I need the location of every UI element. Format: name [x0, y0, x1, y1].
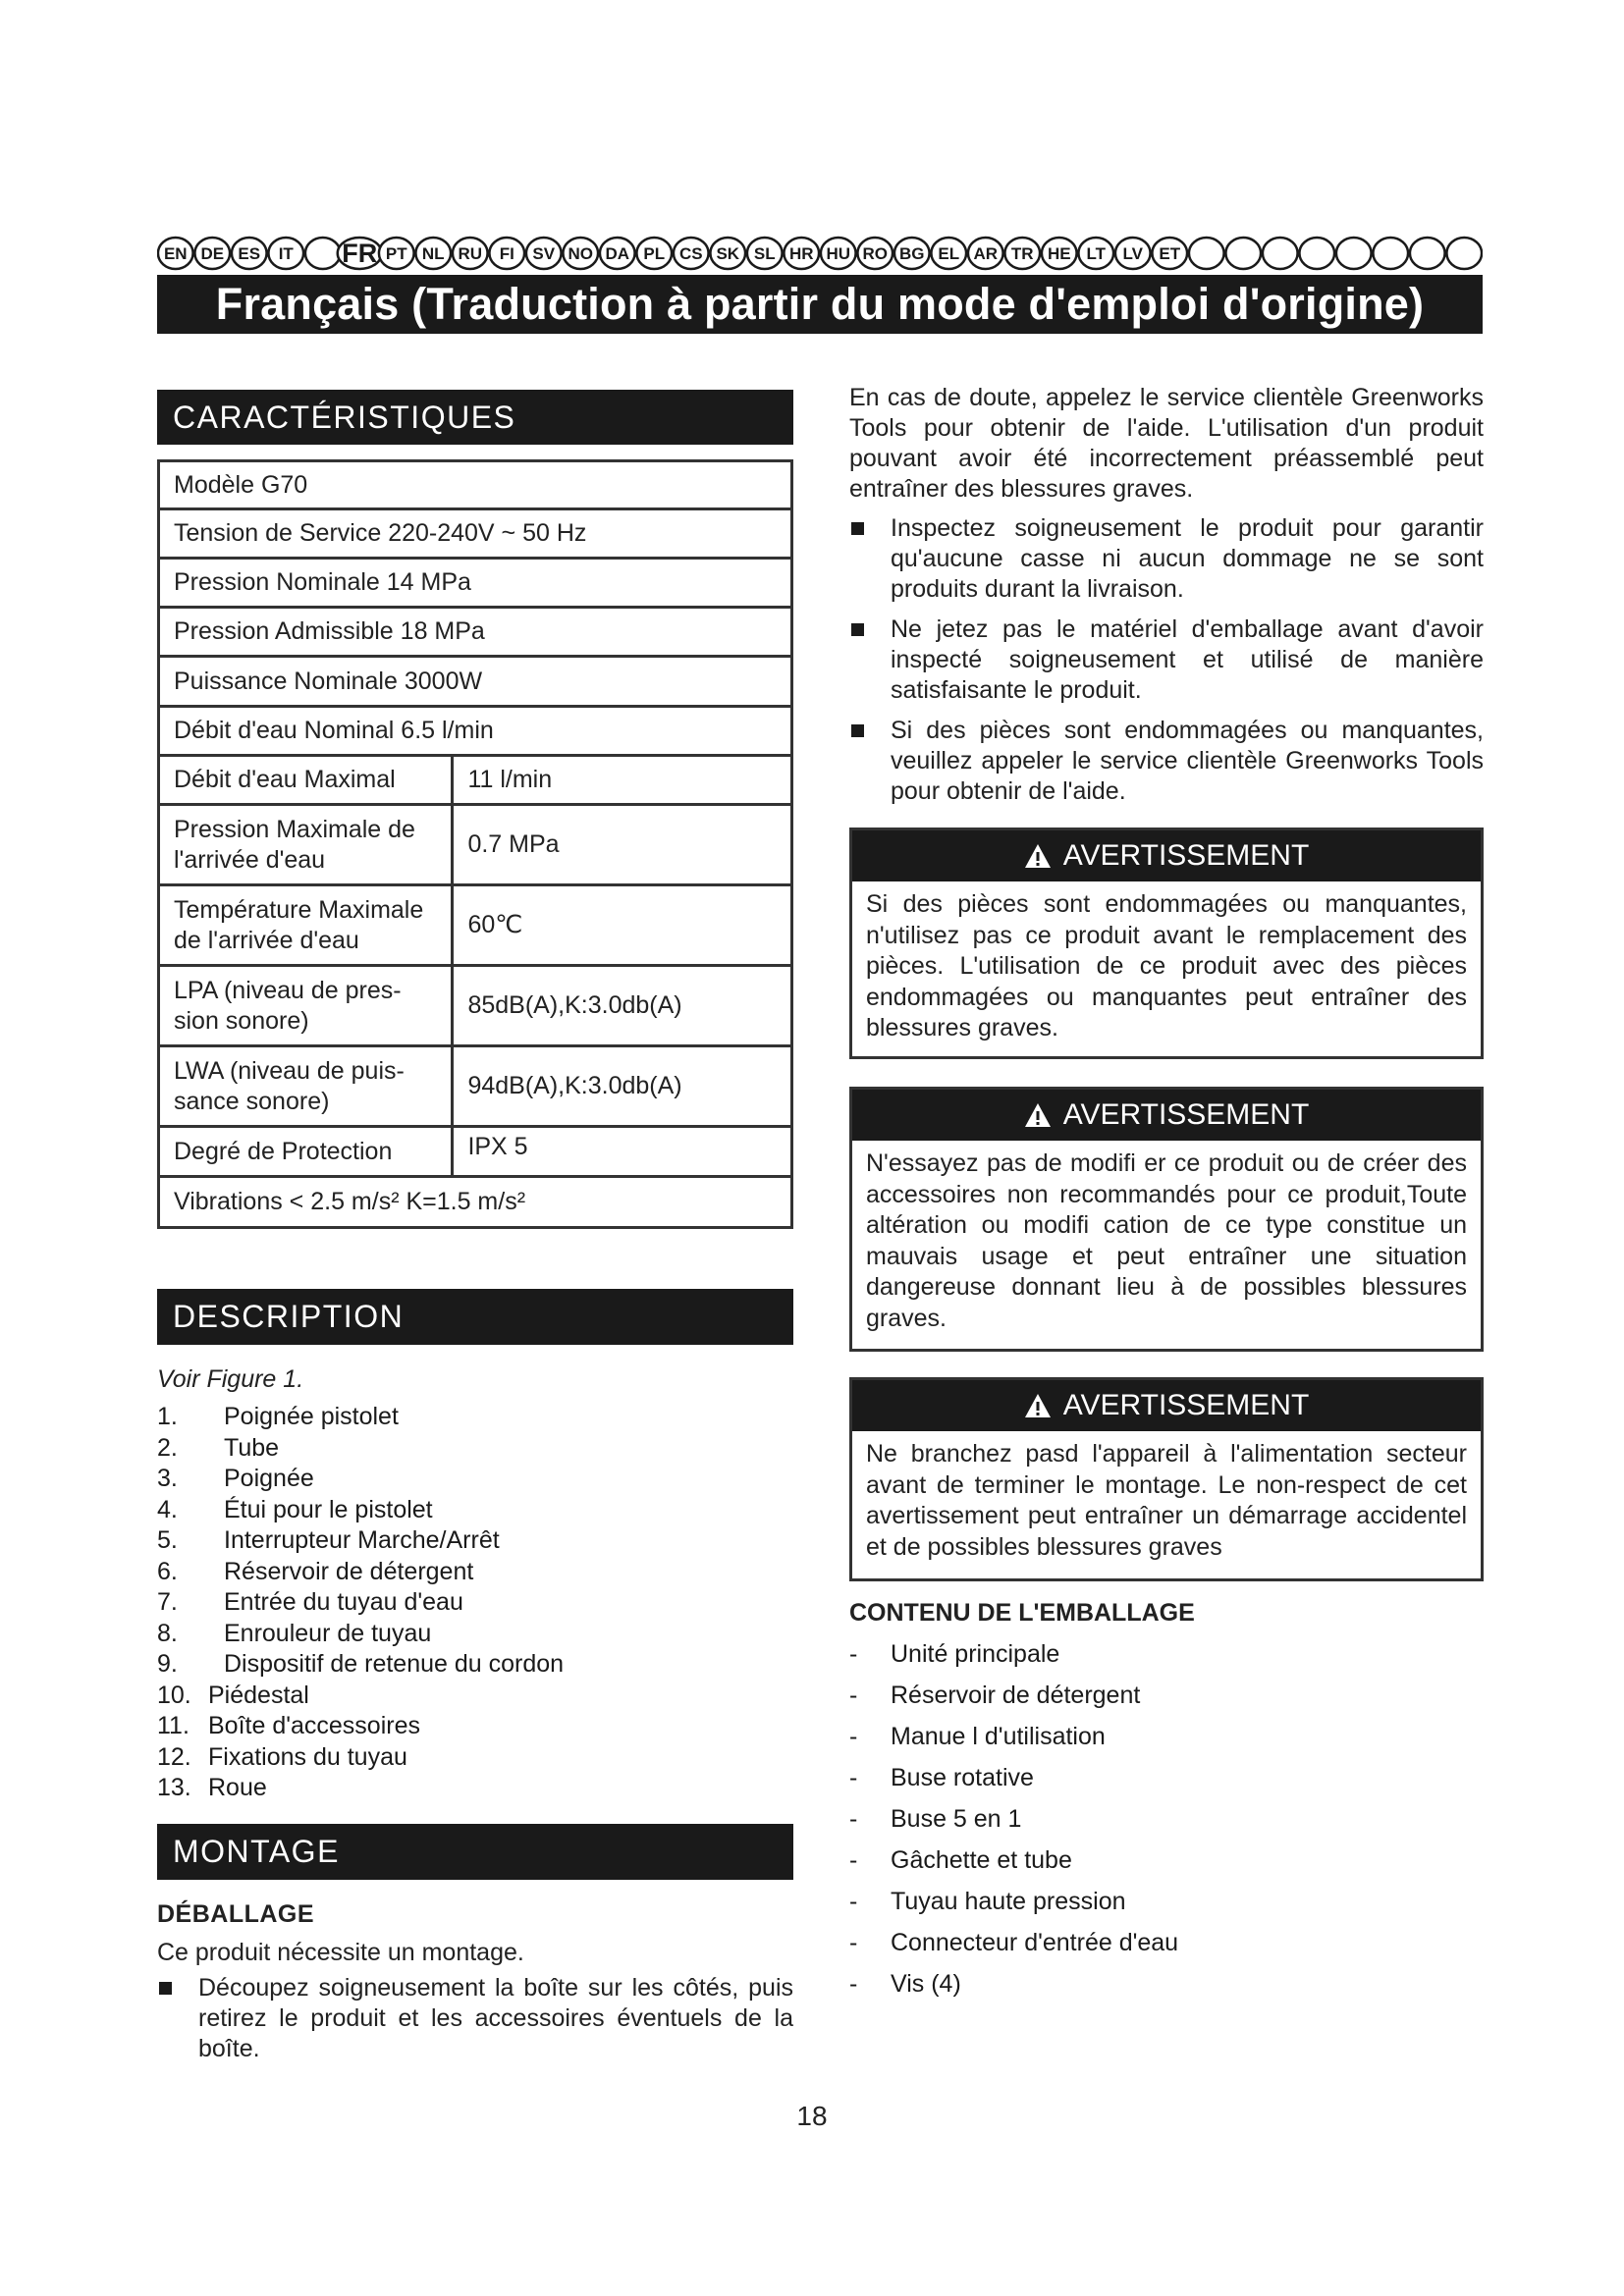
spec-row-lwa: [159, 1046, 792, 1127]
language-tab-en[interactable]: [158, 238, 193, 269]
spec-max-pressure: Pression Admissible 18 MPa: [159, 608, 792, 657]
dash-bullet-icon: -: [849, 1722, 858, 1750]
language-tab-bg[interactable]: [894, 238, 930, 269]
list-item: 10. Piédestal: [157, 1681, 309, 1709]
svg-text:FI: FI: [499, 244, 514, 263]
intro-paragraph: En cas de doute, appelez le service clientèle Greenworks Tools pour obtenir de l'aide. L'utilisation d'un produit pouvant avoir été incorrectement préassemblé peut entraîner des blessures graves.: [849, 384, 1484, 503]
square-bullet-icon: [851, 623, 864, 636]
svg-text:DA: DA: [605, 244, 630, 263]
dash-bullet-icon: -: [849, 1887, 858, 1915]
spec-label: Pression Maximale de l'arrivée d'eau: [159, 805, 453, 885]
spec-label: LPA (niveau de pres-sion sonore): [159, 966, 453, 1046]
spec-flow: Débit d'eau Nominal 6.5 l/min: [159, 707, 792, 756]
svg-text:AR: AR: [973, 244, 999, 263]
warning-icon: [1024, 1102, 1052, 1128]
svg-text:IT: IT: [278, 244, 294, 263]
specs-table: [157, 459, 793, 1229]
montage-intro: Ce produit nécessite un montage.: [157, 1939, 524, 1966]
contents-heading: CONTENU DE L'EMBALLAGE: [849, 1599, 1195, 1627]
list-item: Découpez soigneusement la boîte sur les côtés, puis retirez le produit et les accessoires éventuels de la boîte.: [157, 1973, 793, 2064]
language-tab-tr[interactable]: [1004, 238, 1040, 269]
language-tab-blank[interactable]: [1225, 238, 1261, 269]
spec-pressure: Pression Nominale 14 MPa: [159, 559, 792, 608]
list-item: 4. Étui pour le pistolet: [157, 1495, 433, 1523]
list-item: 8. Enrouleur de tuyau: [157, 1619, 432, 1647]
language-tabs: [157, 236, 1483, 271]
square-bullet-icon: [159, 1982, 172, 1995]
language-tab-sk[interactable]: [710, 238, 745, 269]
dash-bullet-icon: -: [849, 1639, 858, 1668]
language-selector: [157, 236, 1483, 271]
spec-voltage: Tension de Service 220-240V ~ 50 Hz: [159, 509, 792, 559]
svg-text:BG: BG: [899, 244, 925, 263]
svg-text:HR: HR: [788, 244, 814, 263]
language-tab-blank[interactable]: [1410, 238, 1445, 269]
svg-text:TR: TR: [1010, 244, 1034, 263]
list-item: 2. Tube: [157, 1433, 280, 1462]
warning-box-2: [849, 1087, 1484, 1352]
dash-bullet-icon: -: [849, 1804, 858, 1833]
warning-text: Si des pièces sont endommagées ou manquantes, n'utilisez pas ce produit avant le remplacement des pièces. L'utilisation de ce produit avec des pièces endommagées ou manquantes peut entraîner des blessures graves.: [866, 890, 1467, 1041]
dash-bullet-icon: -: [849, 1763, 858, 1791]
language-tab-he[interactable]: [1042, 238, 1077, 269]
spec-row-model: [159, 461, 792, 509]
list-item: 1. Poignée pistolet: [157, 1403, 399, 1430]
spec-row-vibrations: [159, 1177, 792, 1228]
list-item: 6. Réservoir de détergent: [157, 1557, 474, 1585]
language-tab-nl[interactable]: [415, 238, 451, 269]
language-tab-fi[interactable]: [489, 238, 524, 269]
spec-row-inlet-temp: [159, 885, 792, 966]
spec-value: 60℃: [453, 885, 792, 966]
language-tab-it[interactable]: [268, 238, 303, 269]
spec-power: Puissance Nominale 3000W: [159, 657, 792, 707]
svg-text:NO: NO: [568, 244, 593, 263]
spec-label: Débit d'eau Maximal: [159, 756, 453, 805]
svg-text:HU: HU: [826, 244, 851, 263]
list-item: 7. Entrée du tuyau d'eau: [157, 1588, 463, 1616]
svg-text:NL: NL: [421, 244, 445, 263]
spec-value: 11 l/min: [453, 756, 792, 805]
list-item: - Réservoir de détergent: [849, 1681, 1141, 1709]
list-item: Ne jetez pas le matériel d'emballage avant d'avoir inspecté soigneusement et utilisé de manière satisfaisante le produit.: [849, 614, 1484, 706]
spec-row-pressure: [159, 559, 792, 608]
list-item: - Tuyau haute pression: [849, 1887, 1126, 1915]
warning-text: Ne branchez pasd l'appareil à l'alimentation secteur avant de terminer le montage. Le non-respect de cet avertissement peut entraîner un démarrage accidentel et de possibles blessures graves: [866, 1440, 1467, 1561]
language-tab-pl[interactable]: [636, 238, 672, 269]
warning-text: N'essayez pas de modifi er ce produit ou de créer des accessoires non recommandés pour ce produit,Toute altération ou modifi cation de ce type constitue un mauvais usage et peut entraîner une situation dangereuse donnant lieu à de possibles blessures graves.: [866, 1149, 1467, 1332]
list-item: 9. Dispositif de retenue du cordon: [157, 1650, 565, 1678]
language-tab-sl[interactable]: [747, 238, 783, 269]
spec-row-flow: [159, 707, 792, 756]
page-title: Français (Traduction à partir du mode d'emploi d'origine): [157, 275, 1483, 334]
spec-row-protection: [159, 1127, 792, 1177]
language-tab-blank[interactable]: [1263, 238, 1298, 269]
spec-value: 0.7 MPa: [453, 805, 792, 885]
spec-label: LWA (niveau de puis-sance sonore): [159, 1046, 453, 1127]
list-item: 12. Fixations du tuyau: [157, 1742, 407, 1771]
parts-list: [157, 1402, 793, 1804]
figure-reference: Voir Figure 1.: [157, 1365, 304, 1393]
language-tab-et[interactable]: [1152, 238, 1187, 269]
language-tab-es[interactable]: [232, 238, 267, 269]
list-item: 11. Boîte d'accessoires: [157, 1712, 420, 1739]
list-item: - Manue l d'utilisation: [849, 1722, 1106, 1750]
language-tab-blank[interactable]: [1373, 238, 1408, 269]
warning-icon: [1024, 843, 1052, 869]
language-tab-hr[interactable]: [784, 238, 819, 269]
language-tab-hu[interactable]: [821, 238, 856, 269]
dash-bullet-icon: -: [849, 1969, 858, 1998]
language-tab-cs[interactable]: [674, 238, 709, 269]
list-item: - Vis (4): [849, 1969, 961, 1998]
warning-box-1: [849, 828, 1484, 1059]
warning-header: AVERTISSEMENT: [852, 1380, 1481, 1431]
language-tab-da[interactable]: [600, 238, 635, 269]
svg-text:RO: RO: [862, 244, 888, 263]
list-item: Si des pièces sont endommagées ou manquantes, veuillez appeler le service clientèle Greenworks Tools pour obtenir de l'aide.: [849, 716, 1484, 807]
spec-row-inlet-pressure: [159, 805, 792, 885]
spec-model: Modèle G70: [159, 461, 792, 509]
square-bullet-icon: [851, 522, 864, 535]
spec-row-lpa: [159, 966, 792, 1046]
language-tab-lv[interactable]: [1115, 238, 1151, 269]
list-item: - Connecteur d'entrée d'eau: [849, 1928, 1179, 1956]
language-tab-el[interactable]: [931, 238, 966, 269]
spec-row-max-pressure: [159, 608, 792, 657]
language-tab-blank[interactable]: [1446, 238, 1482, 269]
language-tab-ru[interactable]: [453, 238, 488, 269]
unpacking-heading: DÉBALLAGE: [157, 1900, 315, 1928]
svg-text:SL: SL: [753, 244, 776, 263]
language-tab-lt[interactable]: [1078, 238, 1113, 269]
list-item: 3. Poignée: [157, 1465, 314, 1492]
language-tab-ro[interactable]: [857, 238, 893, 269]
svg-text:HE: HE: [1047, 244, 1071, 263]
language-tab-sv[interactable]: [526, 238, 562, 269]
list-item: - Buse rotative: [849, 1763, 1034, 1791]
svg-text:FR: FR: [342, 239, 378, 268]
unpacking-steps: [157, 1973, 793, 2074]
square-bullet-icon: [851, 724, 864, 737]
language-tab-fr[interactable]: [338, 238, 382, 269]
language-tab-pt[interactable]: [379, 238, 414, 269]
language-tab-no[interactable]: [563, 238, 598, 269]
svg-text:SV: SV: [532, 244, 556, 263]
dash-bullet-icon: -: [849, 1928, 858, 1956]
language-tab-blank[interactable]: [305, 238, 341, 269]
svg-text:SK: SK: [716, 244, 740, 263]
inspection-steps: [849, 513, 1484, 817]
dash-bullet-icon: -: [849, 1845, 858, 1874]
svg-text:LV: LV: [1122, 244, 1143, 263]
list-item: - Gâchette et tube: [849, 1845, 1072, 1874]
spec-value: IPX 5: [453, 1127, 792, 1177]
svg-text:EL: EL: [938, 244, 960, 263]
spec-vibrations: Vibrations < 2.5 m/s² K=1.5 m/s²: [159, 1177, 792, 1228]
svg-text:PL: PL: [643, 244, 666, 263]
list-item: 13. Roue: [157, 1774, 267, 1801]
language-tab-ar[interactable]: [968, 238, 1003, 269]
language-tab-blank[interactable]: [1336, 238, 1372, 269]
svg-text:ES: ES: [238, 244, 261, 263]
warning-icon: [1024, 1393, 1052, 1418]
spec-value: 85dB(A),K:3.0db(A): [453, 966, 792, 1046]
warning-box-3: [849, 1377, 1484, 1581]
spec-row-power: [159, 657, 792, 707]
spec-label: Degré de Protection: [159, 1127, 453, 1177]
svg-text:DE: DE: [200, 244, 225, 263]
svg-text:LT: LT: [1086, 244, 1107, 263]
specs-heading: CARACTÉRISTIQUES: [157, 390, 793, 445]
language-tab-blank[interactable]: [1299, 238, 1334, 269]
language-tab-blank[interactable]: [1189, 238, 1224, 269]
montage-heading: MONTAGE: [157, 1824, 793, 1880]
description-heading: DESCRIPTION: [157, 1289, 793, 1345]
language-tab-de[interactable]: [194, 238, 230, 269]
spec-label: Température Maximale de l'arrivée d'eau: [159, 885, 453, 966]
warning-header: AVERTISSEMENT: [852, 1090, 1481, 1141]
svg-text:EN: EN: [163, 244, 188, 263]
list-item: - Unité principale: [849, 1639, 1060, 1668]
spec-value: 94dB(A),K:3.0db(A): [453, 1046, 792, 1127]
list-item: 5. Interrupteur Marche/Arrêt: [157, 1526, 500, 1554]
page-number: 18: [796, 2101, 828, 2131]
warning-header: AVERTISSEMENT: [852, 830, 1481, 881]
svg-text:RU: RU: [458, 244, 483, 263]
spec-row-max-flow: [159, 756, 792, 805]
svg-text:CS: CS: [678, 244, 703, 263]
spec-row-voltage: [159, 509, 792, 559]
svg-text:ET: ET: [1159, 244, 1181, 263]
package-contents: [849, 1633, 1484, 2004]
dash-bullet-icon: -: [849, 1681, 858, 1709]
svg-text:PT: PT: [385, 244, 407, 263]
list-item: - Buse 5 en 1: [849, 1804, 1022, 1833]
list-item: Inspectez soigneusement le produit pour garantir qu'aucune casse ni aucun dommage ne se sont produits durant la livraison.: [849, 513, 1484, 605]
